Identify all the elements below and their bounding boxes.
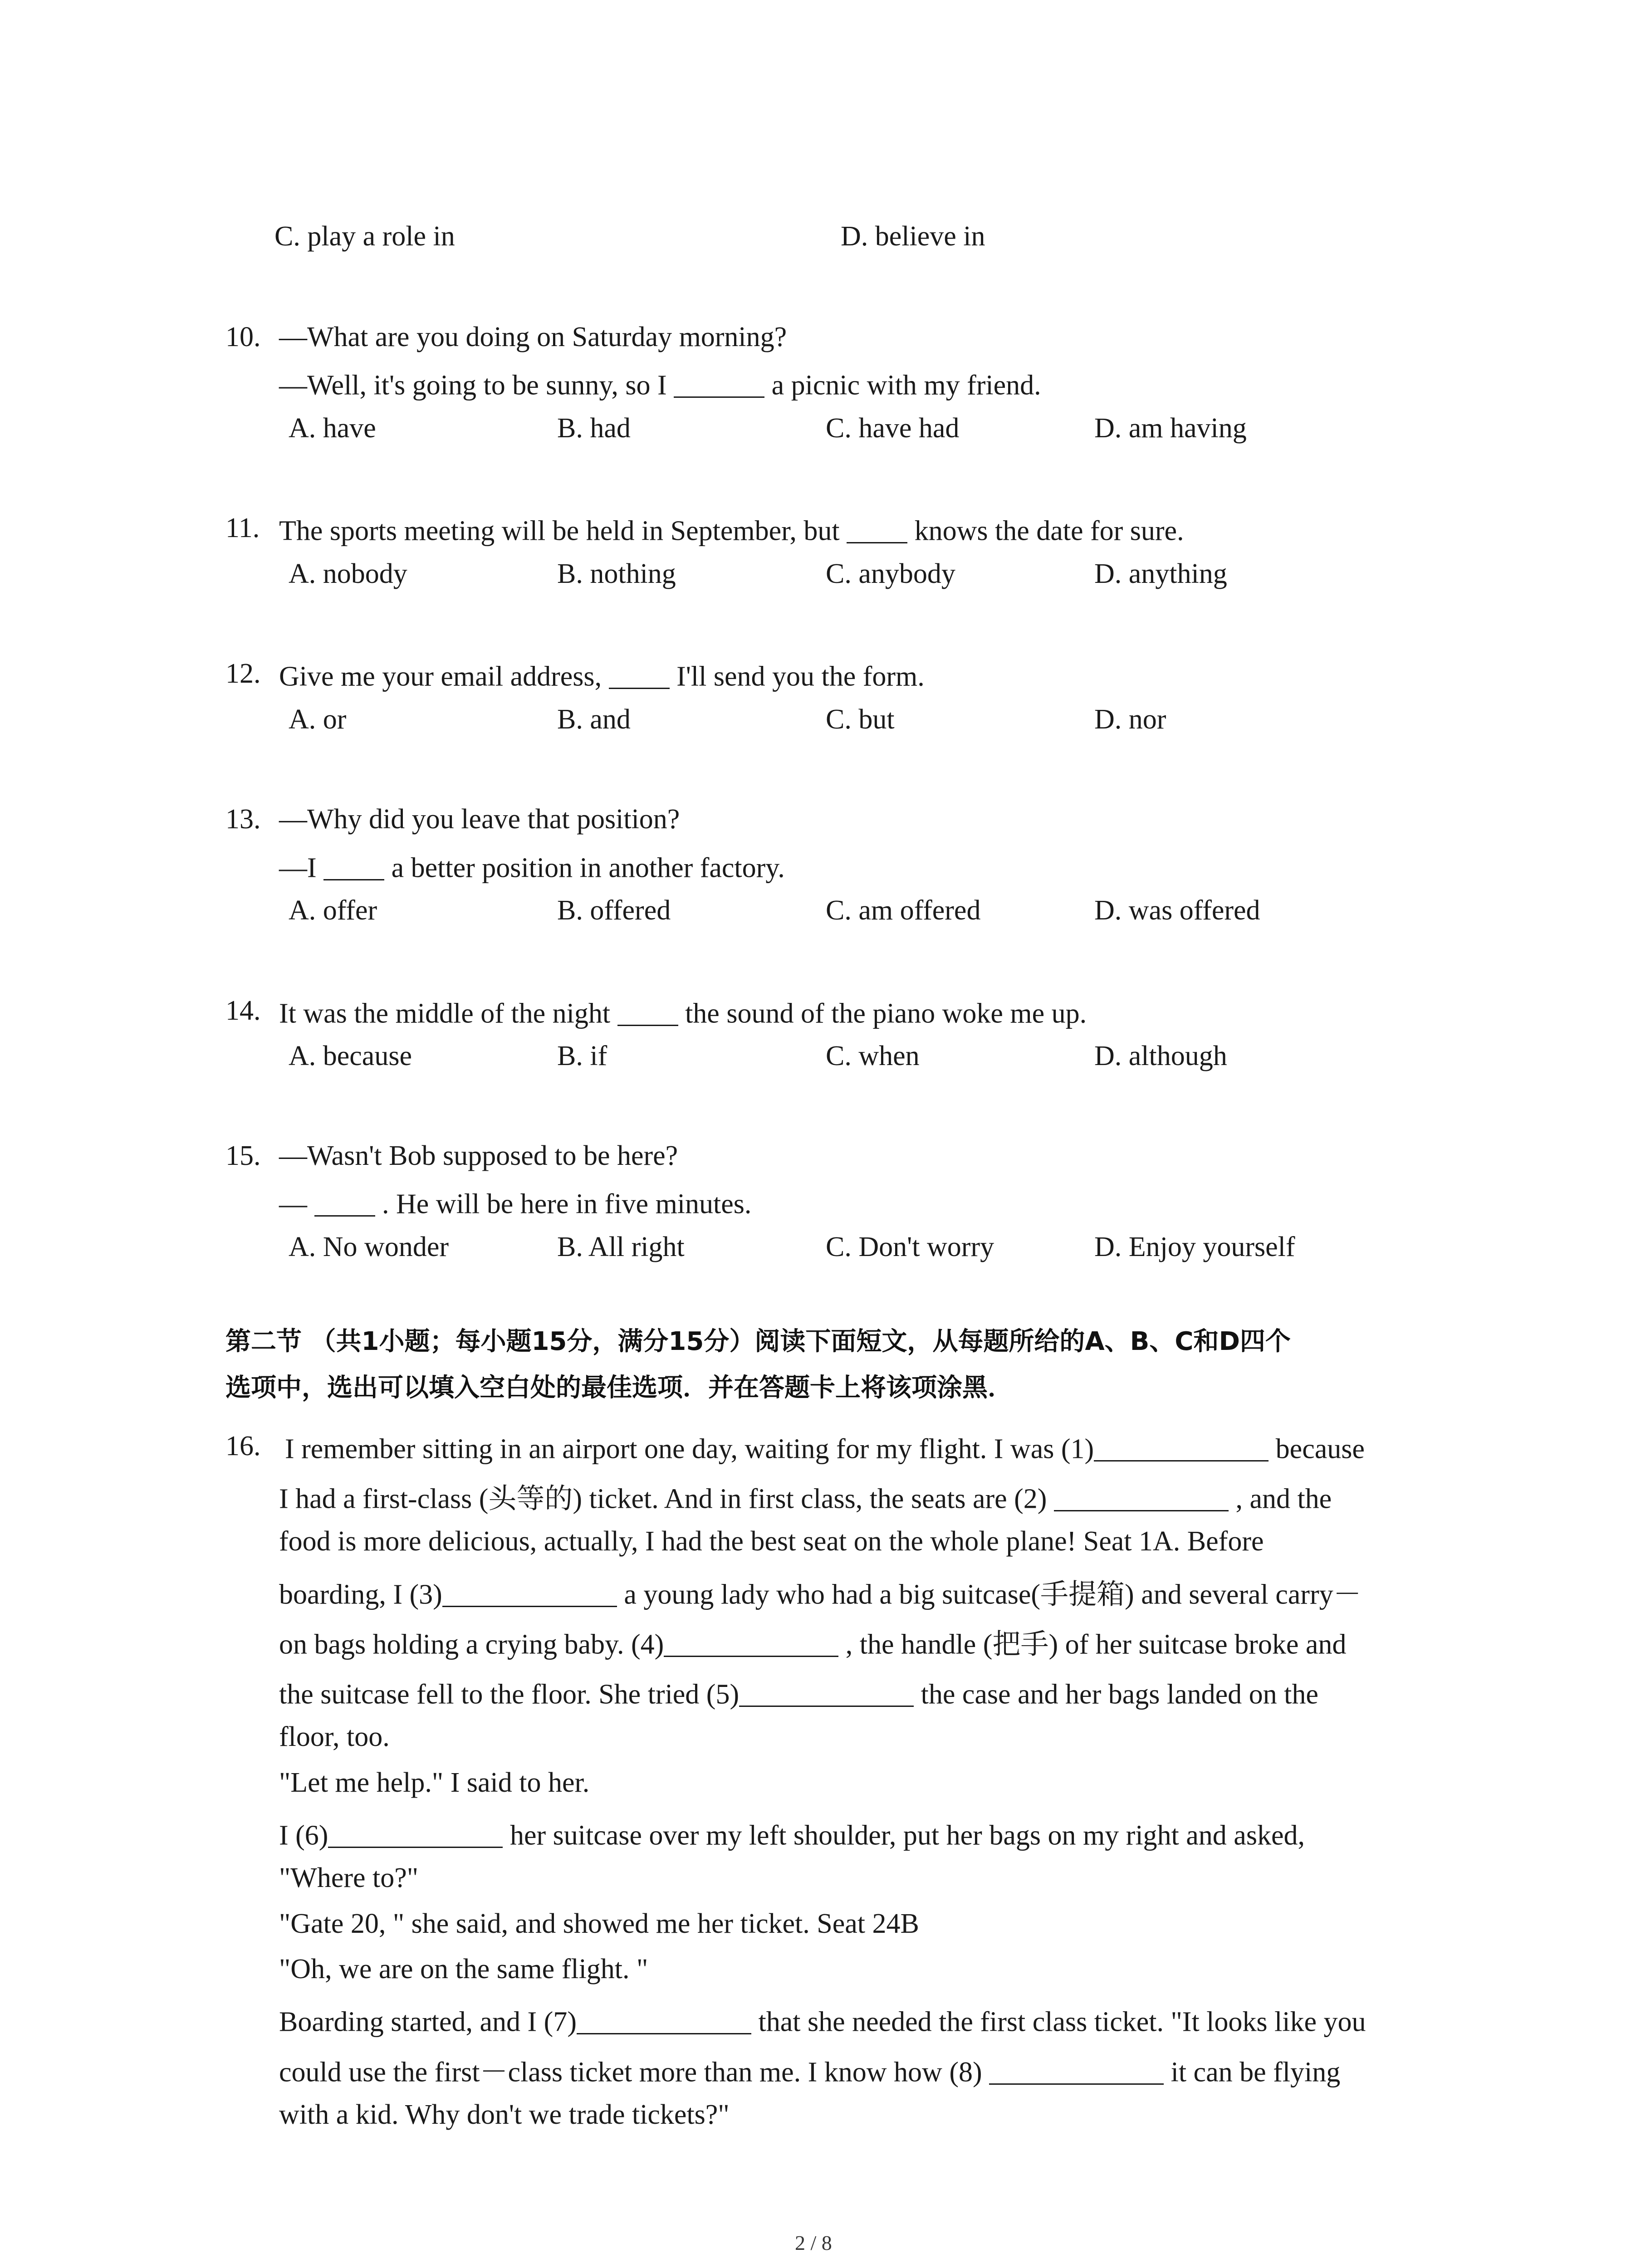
q13-line2	[279, 851, 785, 882]
q16-line4-start: boarding, I (3)	[279, 1579, 442, 1610]
q14-stem-start: It was the middle of the night	[279, 998, 611, 1029]
q16-line9	[279, 1818, 1305, 1850]
q16-line5-end: , the handle (把手) of her suitcase broke and	[845, 1629, 1347, 1660]
q12-stem-end: I'll send you the form.	[676, 661, 925, 692]
q15-answer-blank	[314, 1187, 375, 1217]
q11-stem	[279, 514, 1184, 545]
q14-number: 14.	[225, 995, 261, 1026]
q12-option-c: C. but	[826, 704, 895, 735]
q11-option-b: B. nothing	[557, 558, 676, 589]
q16-blank-2	[1054, 1482, 1229, 1511]
q14-option-d: D. although	[1094, 1041, 1227, 1071]
q10-option-a: A. have	[289, 413, 376, 444]
q16-blank-5	[739, 1677, 914, 1707]
q15-line2	[279, 1187, 751, 1218]
q10-line1: —What are you doing on Saturday morning?	[279, 322, 787, 352]
q14-answer-blank	[617, 997, 678, 1026]
q10-option-b: B. had	[557, 413, 631, 444]
q13-answer-blank	[323, 851, 384, 880]
q13-option-d: D. was offered	[1094, 895, 1260, 926]
q15-option-c: C. Don't worry	[826, 1232, 994, 1262]
q14-option-a: A. because	[289, 1041, 412, 1071]
q16-number: 16.	[225, 1431, 261, 1461]
q16-line14	[279, 2055, 1340, 2087]
q14-stem	[279, 997, 1087, 1028]
q16-line6-start: the suitcase fell to the floor. She tried (5)	[279, 1679, 740, 1710]
q15-number: 15.	[225, 1140, 261, 1171]
q12-option-d: D. nor	[1094, 704, 1166, 735]
q13-option-c: C. am offered	[826, 895, 981, 926]
q15-line2-start: —	[279, 1188, 307, 1220]
q10-option-c: C. have had	[826, 413, 960, 444]
q16-blank-8	[989, 2055, 1164, 2085]
q16-line15: with a kid. Why don't we trade tickets?"	[279, 2099, 730, 2130]
q16-line9-start: I (6)	[279, 1820, 328, 1851]
q16-blank-3	[442, 1578, 617, 1607]
q16-line13	[279, 2005, 1366, 2036]
q16-line2-start: I had a first-class (头等的) ticket. And in first class, the seats are (2)	[279, 1483, 1047, 1515]
q12-stem	[279, 660, 925, 691]
q13-number: 13.	[225, 804, 261, 835]
q10-answer-blank	[674, 368, 764, 398]
q16-line8: "Let me help." I said to her.	[279, 1767, 590, 1798]
q10-line2	[279, 368, 1041, 400]
page-number: 2 / 8	[795, 2231, 832, 2254]
q12-option-b: B. and	[557, 704, 631, 735]
q10-number: 10.	[225, 322, 261, 352]
q16-line5-start: on bags holding a crying baby. (4)	[279, 1629, 664, 1660]
q11-option-a: A. nobody	[289, 558, 407, 589]
q16-line2	[279, 1482, 1332, 1513]
q15-option-d: D. Enjoy yourself	[1094, 1232, 1295, 1262]
q16-blank-1	[1094, 1432, 1269, 1461]
q13-line2-start: —I	[279, 852, 317, 884]
q16-line3: food is more delicious, actually, I had the best seat on the whole plane! Seat 1A. Before	[279, 1526, 1264, 1557]
q16-line12: "Oh, we are on the same flight. "	[279, 1954, 648, 1984]
q16-line1-start: I remember sitting in an airport one day, waiting for my flight. I was (1)	[285, 1433, 1094, 1465]
q12-option-a: A. or	[289, 704, 347, 735]
q9-option-d: D. believe in	[841, 221, 985, 252]
q13-option-b: B. offered	[557, 895, 671, 926]
q16-line1	[285, 1432, 1365, 1463]
q14-option-b: B. if	[557, 1041, 607, 1071]
q13-option-a: A. offer	[289, 895, 377, 926]
q15-line1: —Wasn't Bob supposed to be here?	[279, 1140, 678, 1171]
q16-line7: floor, too.	[279, 1721, 390, 1752]
q16-line4	[279, 1578, 1362, 1609]
q16-line6-end: the case and her bags landed on the	[921, 1679, 1318, 1710]
q16-line9-end: her suitcase over my left shoulder, put her bags on my right and asked,	[509, 1820, 1305, 1851]
q11-option-d: D. anything	[1094, 558, 1227, 589]
q15-line2-end: . He will be here in five minutes.	[382, 1188, 752, 1220]
q10-option-d: D. am having	[1094, 413, 1247, 444]
q13-line2-end: a better position in another factory.	[391, 852, 785, 884]
q16-line11: "Gate 20, " she said, and showed me her ticket. Seat 24B	[279, 1908, 919, 1939]
q16-blank-4	[664, 1628, 838, 1657]
q13-line1: —Why did you leave that position?	[279, 804, 680, 835]
q10-line2-end: a picnic with my friend.	[771, 370, 1041, 401]
q11-number: 11.	[225, 513, 260, 543]
q11-answer-blank	[847, 514, 907, 543]
q12-answer-blank	[609, 660, 670, 689]
q14-option-c: C. when	[826, 1041, 920, 1071]
q10-line2-start: —Well, it's going to be sunny, so I	[279, 370, 667, 401]
q16-line13-end: that she needed the first class ticket. "It looks like you	[758, 2006, 1366, 2038]
q16-blank-7	[577, 2005, 751, 2034]
q11-stem-end: knows the date for sure.	[914, 515, 1184, 547]
q16-line4-end: a young lady who had a big suitcase(手提箱) and several carry－	[624, 1579, 1362, 1610]
q16-line10: "Where to?"	[279, 1862, 419, 1893]
q16-line14-end: it can be flying	[1171, 2057, 1341, 2088]
q15-option-b: B. All right	[557, 1232, 685, 1262]
q16-line14-start: could use the first－class ticket more than me. I know how (8)	[279, 2057, 982, 2088]
section2-heading-line1: 第二节 （共1小题；每小题15分，满分15分）阅读下面短文，从每题所给的A、B、C和D四个	[225, 1327, 1291, 1356]
q16-line6	[279, 1677, 1318, 1709]
section2-heading-line2: 选项中，选出可以填入空白处的最佳选项．并在答题卡上将该项涂黑．	[225, 1373, 1013, 1403]
q14-stem-end: the sound of the piano woke me up.	[685, 998, 1087, 1029]
q16-blank-6	[328, 1818, 503, 1848]
q16-line5	[279, 1628, 1346, 1659]
q9-option-c: C. play a role in	[274, 221, 455, 252]
q16-line2-end: , and the	[1235, 1483, 1332, 1515]
q16-line13-start: Boarding started, and I (7)	[279, 2006, 577, 2038]
q12-stem-start: Give me your email address,	[279, 661, 602, 692]
q11-option-c: C. anybody	[826, 558, 955, 589]
q15-option-a: A. No wonder	[289, 1232, 449, 1262]
q16-line1-end: because	[1275, 1433, 1365, 1465]
q12-number: 12.	[225, 658, 261, 689]
q11-stem-start: The sports meeting will be held in September, but	[279, 515, 840, 547]
